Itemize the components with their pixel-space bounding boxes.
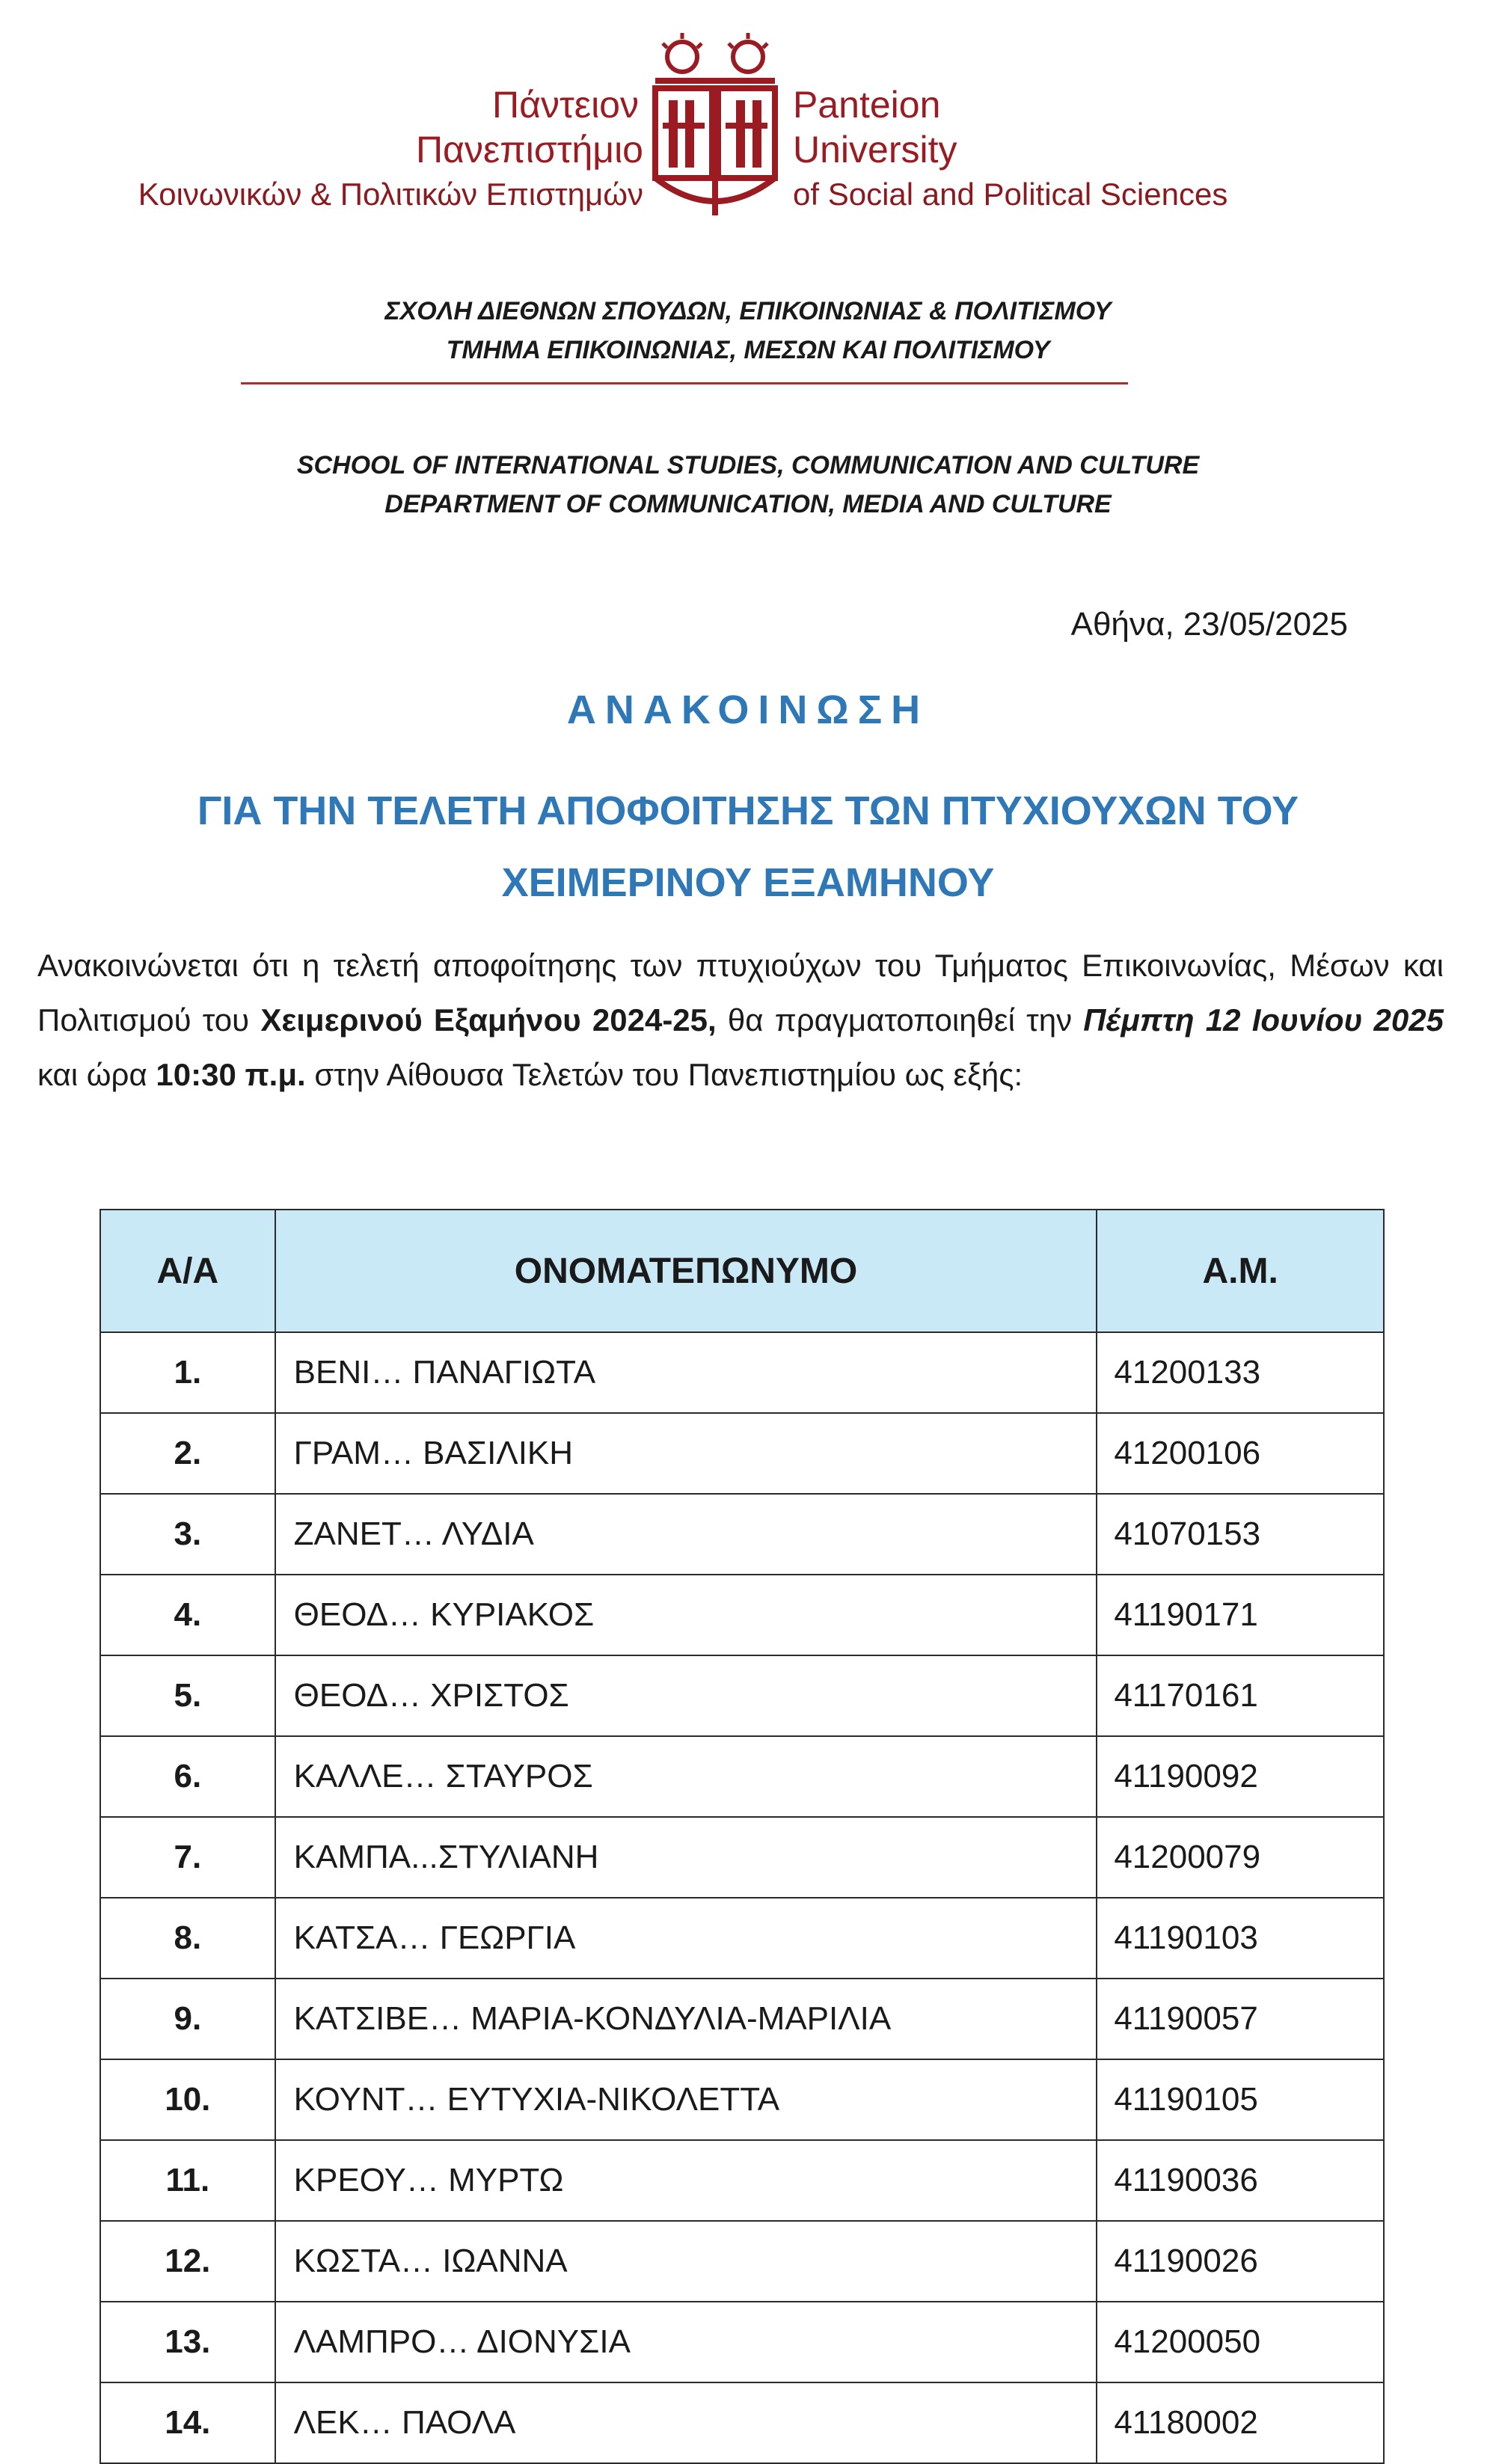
table-row xyxy=(100,1413,1384,1494)
body-day: Πέμπτη 12 Ιουνίου 2025 xyxy=(1083,1002,1444,1038)
header-registration-number: Α.Μ. xyxy=(1097,1210,1384,1332)
table-row xyxy=(100,2382,1384,2463)
registration-number: 41190092 xyxy=(1097,1736,1384,1817)
student-name: ΚΑΤΣΙΒΕ… ΜΑΡΙΑ-ΚΟΝΔΥΛΙΑ-ΜΑΡΙΛΙΑ xyxy=(275,1979,1097,2059)
header-serial: Α/Α xyxy=(100,1210,275,1332)
registration-number: 41180002 xyxy=(1097,2382,1384,2463)
registration-number: 41200106 xyxy=(1097,1413,1384,1494)
body-text-3: και ώρα xyxy=(37,1057,156,1092)
document-date: Αθήνα, 23/05/2025 xyxy=(1070,606,1348,643)
english-department-name: DEPARTMENT OF COMMUNICATION, MEDIA AND CULTURE xyxy=(384,490,1112,518)
row-number: 3. xyxy=(100,1494,275,1575)
student-name: ΘΕΟΔ… ΚΥΡΙΑΚΟΣ xyxy=(275,1575,1097,1655)
announcement-subtitle-line1: ΓΙΑ ΤΗΝ ΤΕΛΕΤΗ ΑΠΟΦΟΙΤΗΣΗΣ ΤΩΝ ΠΤΥΧΙΟΥΧΩΝ ΤΟΥ xyxy=(197,788,1299,833)
table-row xyxy=(100,1575,1384,1655)
logo-greek-line3: Κοινωνικών & Πολιτικών Επιστημών xyxy=(138,177,643,212)
row-number: 5. xyxy=(100,1655,275,1736)
registration-number: 41190057 xyxy=(1097,1979,1384,2059)
student-name: ΒΕΝΙ… ΠΑΝΑΓΙΩΤΑ xyxy=(275,1332,1097,1413)
student-name: ΚΑΤΣΑ… ΓΕΩΡΓΙΑ xyxy=(275,1898,1097,1979)
logo-english-line3: of Social and Political Sciences xyxy=(793,177,1228,212)
student-name: ΘΕΟΔ… ΧΡΙΣΤΟΣ xyxy=(275,1655,1097,1736)
table-row xyxy=(100,2059,1384,2140)
logo-english-text xyxy=(793,82,1361,217)
row-number: 4. xyxy=(100,1575,275,1655)
registration-number: 41200079 xyxy=(1097,1817,1384,1898)
student-name: ΚΡΕΟΥ… ΜΥΡΤΩ xyxy=(275,2140,1097,2221)
row-number: 11. xyxy=(100,2140,275,2221)
row-number: 6. xyxy=(100,1736,275,1817)
student-name: ΛΑΜΠΡΟ… ΔΙΟΝΥΣΙΑ xyxy=(275,2302,1097,2382)
logo-greek-line1: Πάντειον xyxy=(492,84,639,126)
row-number: 12. xyxy=(100,2221,275,2302)
body-semester: Χειμερινού Εξαμήνου 2024-25, xyxy=(260,1002,717,1038)
announcement-subtitle-line2: ΧΕΙΜΕΡΙΝΟΥ ΕΞΑΜΗΝΟΥ xyxy=(501,860,995,905)
header-divider xyxy=(241,382,1128,384)
table-row xyxy=(100,1898,1384,1979)
student-name: ΛΕΚ… ΠΑΟΛΑ xyxy=(275,2382,1097,2463)
table-row xyxy=(100,1332,1384,1413)
table-header-row xyxy=(100,1210,1384,1332)
row-number: 1. xyxy=(100,1332,275,1413)
logo-greek-text xyxy=(45,82,643,217)
table-row xyxy=(100,2140,1384,2221)
student-name: ΚΑΜΠΑ...ΣΤΥΛΙΑΝΗ xyxy=(275,1817,1097,1898)
registration-number: 41190171 xyxy=(1097,1575,1384,1655)
registration-number: 41190026 xyxy=(1097,2221,1384,2302)
body-text-1: Ανακοινώνεται ότι η τελετή αποφοίτησης των πτυχιούχων του Τμήματος Επικοινωνίας, Μέσων και Πολιτισμού του xyxy=(37,948,1444,1038)
student-name: ΚΩΣΤΑ… ΙΩΑΝΝΑ xyxy=(275,2221,1097,2302)
table-row xyxy=(100,1817,1384,1898)
row-number: 9. xyxy=(100,1979,275,2059)
greek-school-name: ΣΧΟΛΗ ΔΙΕΘΝΩΝ ΣΠΟΥΔΩΝ, ΕΠΙΚΟΙΝΩΝΙΑΣ & ΠΟΛΙΤΙΣΜΟΥ xyxy=(384,297,1112,325)
header-fullname: ΟΝΟΜΑΤΕΠΩΝΥΜΟ xyxy=(275,1210,1097,1332)
registration-number: 41190103 xyxy=(1097,1898,1384,1979)
student-name: ΚΑΛΛΕ… ΣΤΑΥΡΟΣ xyxy=(275,1736,1097,1817)
logo-english-line2: University xyxy=(793,129,957,171)
announcement-subtitle xyxy=(75,775,1421,919)
body-text-2: θα πραγματοποιηθεί την xyxy=(716,1002,1084,1038)
body-time: 10:30 π.μ. xyxy=(156,1057,306,1092)
registration-number: 41170161 xyxy=(1097,1655,1384,1736)
row-number: 2. xyxy=(100,1413,275,1494)
table-row xyxy=(100,2302,1384,2382)
announcement-body xyxy=(37,938,1444,1102)
announcement-title: ΑΝΑΚΟΙΝΩΣΗ xyxy=(566,687,930,732)
greek-department-name: ΤΜΗΜΑ ΕΠΙΚΟΙΝΩΝΙΑΣ, ΜΕΣΩΝ ΚΑΙ ΠΟΛΙΤΙΣΜΟΥ xyxy=(446,336,1050,364)
table-row xyxy=(100,1655,1384,1736)
graduates-table xyxy=(99,1209,1385,2464)
table-row xyxy=(100,1494,1384,1575)
registration-number: 41200133 xyxy=(1097,1332,1384,1413)
registration-number: 41190105 xyxy=(1097,2059,1384,2140)
registration-number: 41190036 xyxy=(1097,2140,1384,2221)
row-number: 13. xyxy=(100,2302,275,2382)
logo-english-line1: Panteion xyxy=(793,84,941,126)
row-number: 7. xyxy=(100,1817,275,1898)
greek-school-heading xyxy=(224,292,1272,370)
university-emblem-icon xyxy=(652,28,778,224)
registration-number: 41070153 xyxy=(1097,1494,1384,1575)
english-school-name: SCHOOL OF INTERNATIONAL STUDIES, COMMUNICATION AND CULTURE xyxy=(296,451,1200,479)
table-row xyxy=(100,2221,1384,2302)
row-number: 10. xyxy=(100,2059,275,2140)
table-row xyxy=(100,1736,1384,1817)
row-number: 14. xyxy=(100,2382,275,2463)
student-name: ΖΑΝΕΤ… ΛΥΔΙΑ xyxy=(275,1494,1097,1575)
logo-greek-line2: Πανεπιστήμιο xyxy=(415,129,643,171)
registration-number: 41200050 xyxy=(1097,2302,1384,2382)
student-name: ΓΡΑΜ… ΒΑΣΙΛΙΚΗ xyxy=(275,1413,1097,1494)
row-number: 8. xyxy=(100,1898,275,1979)
body-text-4: στην Αίθουσα Τελετών του Πανεπιστημίου ως εξής: xyxy=(305,1057,1023,1092)
table-row xyxy=(100,1979,1384,2059)
student-name: ΚΟΥΝΤ… ΕΥΤΥΧΙΑ-ΝΙΚΟΛΕΤΤΑ xyxy=(275,2059,1097,2140)
english-school-heading xyxy=(187,446,1309,524)
